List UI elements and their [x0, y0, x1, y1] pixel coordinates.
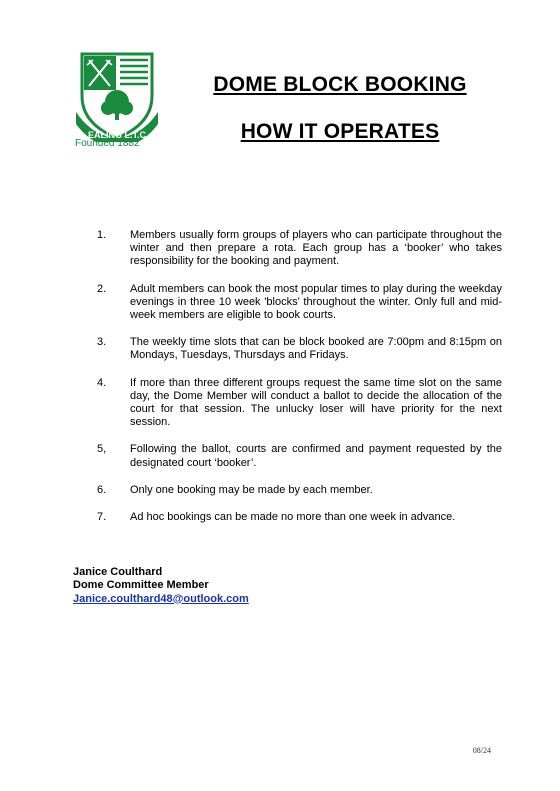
list-item: [97, 484, 502, 497]
list-item: [97, 443, 502, 469]
item-text: If more than three different groups request the same time slot on the same day, the Dome Member will conduct a ballot to decide the allocation of the court for that session. The unlucky loser will have priority for the next session.: [130, 376, 502, 429]
item-number: 2.: [97, 282, 107, 295]
item-number: 6.: [97, 483, 107, 496]
item-number: 4.: [97, 376, 107, 389]
list-item: [97, 229, 502, 269]
item-text: Only one booking may be made by each member.: [130, 483, 373, 496]
item-text: Adult members can book the most popular times to play during the weekday evenings in three 10 week 'blocks' throughout the winter. Only full and mid-week members are eligible to book courts.: [130, 282, 502, 322]
item-text: Following the ballot, courts are confirmed and payment requested by the designated court ‘booker’.: [130, 443, 502, 469]
item-text: Members usually form groups of players who can participate throughout the winter and then prepare a rota. Each group has a ‘booker’ who takes responsibility for the booking and payment.: [130, 229, 502, 268]
page-subtitle: HOW IT OPERATES: [240, 120, 440, 143]
item-number: 1.: [97, 229, 107, 241]
list-item: [97, 336, 502, 362]
signature-block: [73, 566, 249, 606]
item-number: 7.: [97, 511, 107, 524]
item-number: 5,: [97, 443, 107, 456]
page-code: 08/24: [472, 746, 491, 755]
item-text: Ad hoc bookings can be made no more than one week in advance.: [130, 511, 456, 524]
list-item: [97, 511, 502, 524]
signatory-role: Dome Committee Member: [73, 579, 209, 592]
signatory-name: Janice Coulthard: [73, 566, 163, 578]
list-item: [97, 377, 502, 430]
item-text: The weekly time slots that can be block booked are 7:00pm and 8:15pm on Mondays, Tuesdays, Thursdays and Fridays.: [130, 336, 502, 362]
email-link[interactable]: Janice.coulthard48@outlook.com: [73, 592, 249, 605]
rules-list: [97, 229, 502, 538]
club-logo: [72, 46, 162, 152]
list-item: [97, 283, 502, 323]
svg-text:EALING L.T.C: EALING L.T.C: [88, 130, 146, 140]
item-number: 3.: [97, 336, 107, 349]
founded-text: Founded 1882: [75, 138, 140, 149]
crest-icon: [72, 46, 162, 142]
page-title: DOME BLOCK BOOKING: [213, 73, 467, 96]
